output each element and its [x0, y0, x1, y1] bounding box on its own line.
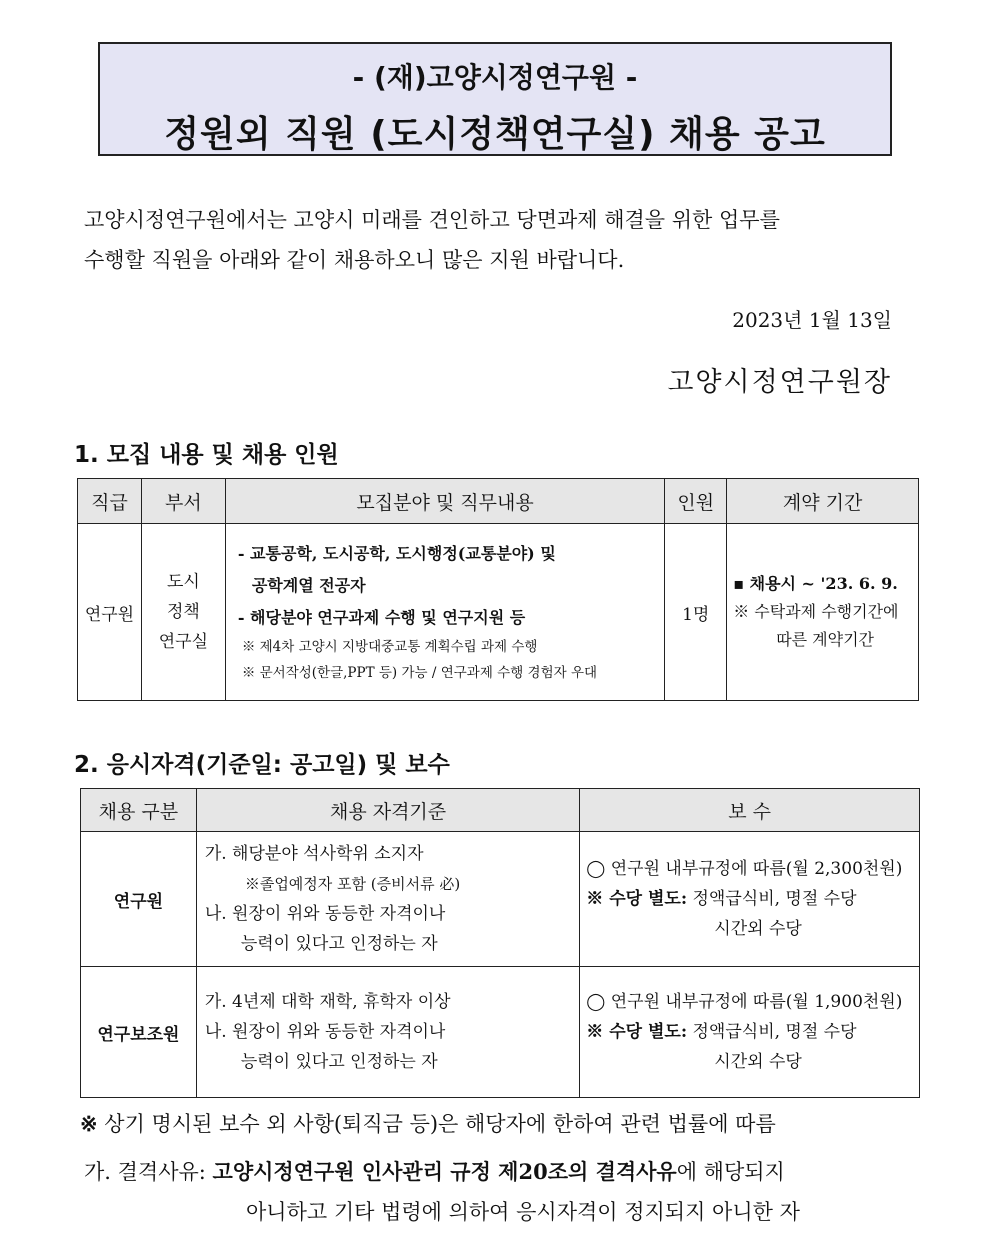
- allowance-value: 정액급식비, 명절 수당: [687, 889, 857, 909]
- table-row: [78, 524, 919, 701]
- dept-line: 정책: [166, 602, 200, 622]
- qual-line: 가. 4년제 대학 재학, 휴학자 이상: [204, 992, 451, 1012]
- footnote-text: 상기 명시된 보수 외 사항(퇴직금 등)은 해당자에 한하여 관련 법률에 따름: [104, 1112, 776, 1136]
- category-cell: 연구보조원: [81, 967, 197, 1098]
- pay-line: ◯ 연구원 내부규정에 따름(월 2,300천원): [586, 859, 903, 879]
- disq-prefix: 가. 결격사유:: [84, 1160, 213, 1184]
- pay-line: [586, 1017, 918, 1047]
- section1-title: 1. 모집 내용 및 채용 인원: [74, 442, 339, 468]
- qualification-cell: [196, 967, 579, 1098]
- qual-line: 능력이 있다고 인정하는 자: [240, 934, 438, 954]
- pay-line: ◯ 연구원 내부규정에 따름(월 1,900천원): [586, 992, 903, 1012]
- header-category: 채용 구분: [81, 789, 197, 832]
- disq-line-1: [84, 1152, 920, 1192]
- qual-note: ※졸업예정자 포함 (증비서류 必): [244, 875, 461, 893]
- header-pay: 보 수: [580, 789, 920, 832]
- duty-note: ※ 제4차 고양시 지방대중교통 계획수립 과제 수행: [241, 639, 538, 655]
- dept-line: 연구실: [158, 632, 209, 652]
- header-duty: 모집분야 및 직무내용: [225, 479, 664, 524]
- intro-line-1: 고양시정연구원에서는 고양시 미래를 견인하고 당면과제 해결을 위한 업무를: [84, 208, 780, 232]
- disq-regulation: 고양시정연구원 인사관리 규정 제20조의 결격사유: [212, 1159, 677, 1184]
- header-qualification: 채용 자격기준: [196, 789, 579, 832]
- disq-line-2: 아니하고 기타 법령에 의하여 응시자격이 정지되지 아니한 자: [246, 1200, 800, 1224]
- intro-paragraph: [84, 200, 920, 280]
- pay-line: 시간외 수당: [714, 1052, 802, 1072]
- header-rank: 직급: [78, 479, 142, 524]
- section2-title: 2. 응시자격(기준일: 공고일) 및 보수: [74, 752, 450, 778]
- duty-line: - 교통공학, 도시공학, 도시행정(교통분야) 및: [237, 544, 556, 563]
- announcement-date: 2023년 1월 13일: [732, 308, 892, 332]
- table-row: [81, 967, 920, 1098]
- contract-line: ▪ 채용시 ~ '23. 6. 9.: [733, 574, 898, 593]
- table-header-row: [78, 479, 919, 524]
- qual-line: 나. 원장이 위와 동등한 자격이나: [204, 904, 446, 924]
- recruitment-table: [77, 478, 919, 701]
- qual-line: 나. 원장이 위와 동등한 자격이나: [204, 1022, 446, 1042]
- qual-line: 능력이 있다고 인정하는 자: [240, 1052, 438, 1072]
- disq-suffix: 에 해당되지: [676, 1160, 785, 1184]
- dept-cell: [141, 524, 225, 701]
- pay-cell: [580, 967, 920, 1098]
- duty-note: ※ 문서작성(한글,PPT 등) 가능 / 연구과제 수행 경험자 우대: [241, 665, 598, 681]
- qualification-table: [80, 788, 920, 1098]
- pay-line: 시간외 수당: [714, 919, 802, 939]
- header-contract: 계약 기간: [727, 479, 919, 524]
- table-row: [81, 832, 920, 967]
- qual-line: 가. 해당분야 석사학위 소지자: [204, 844, 424, 864]
- table-header-row: [81, 789, 920, 832]
- contract-line: ※ 수탁과제 수행기간에: [733, 602, 899, 621]
- allowance-label: ※ 수당 별도:: [586, 889, 688, 909]
- pay-line: [586, 884, 918, 914]
- qualification-cell: [196, 832, 579, 967]
- allowance-label: ※ 수당 별도:: [586, 1022, 688, 1042]
- duty-cell: [225, 524, 664, 701]
- signer: 고양시정연구원장: [667, 367, 892, 398]
- count-cell: 1명: [665, 524, 727, 701]
- header-dept: 부서: [141, 479, 225, 524]
- duty-line: - 해당분야 연구과제 수행 및 연구지원 등: [237, 608, 526, 627]
- dept-line: 도시: [166, 572, 200, 592]
- intro-line-2: 수행할 직원을 아래와 같이 채용하오니 많은 지원 바랍니다.: [84, 248, 625, 272]
- pay-cell: [580, 832, 920, 967]
- rank-cell: 연구원: [78, 524, 142, 701]
- organization-subtitle: - (재)고양시정연구원 -: [352, 61, 638, 94]
- contract-line: 따른 계약기간: [776, 630, 875, 649]
- title-box: [98, 42, 892, 156]
- header-count: 인원: [665, 479, 727, 524]
- category-cell: 연구원: [81, 832, 197, 967]
- page-title: 정원외 직원 (도시정책연구실) 채용 공고: [164, 114, 826, 155]
- duty-line: 공학계열 전공자: [251, 576, 366, 595]
- allowance-value: 정액급식비, 명절 수당: [687, 1022, 857, 1042]
- contract-cell: [727, 524, 919, 701]
- reference-mark-icon: ※: [80, 1111, 98, 1136]
- disqualification-paragraph: [84, 1152, 920, 1232]
- pay-footnote: [80, 1108, 776, 1138]
